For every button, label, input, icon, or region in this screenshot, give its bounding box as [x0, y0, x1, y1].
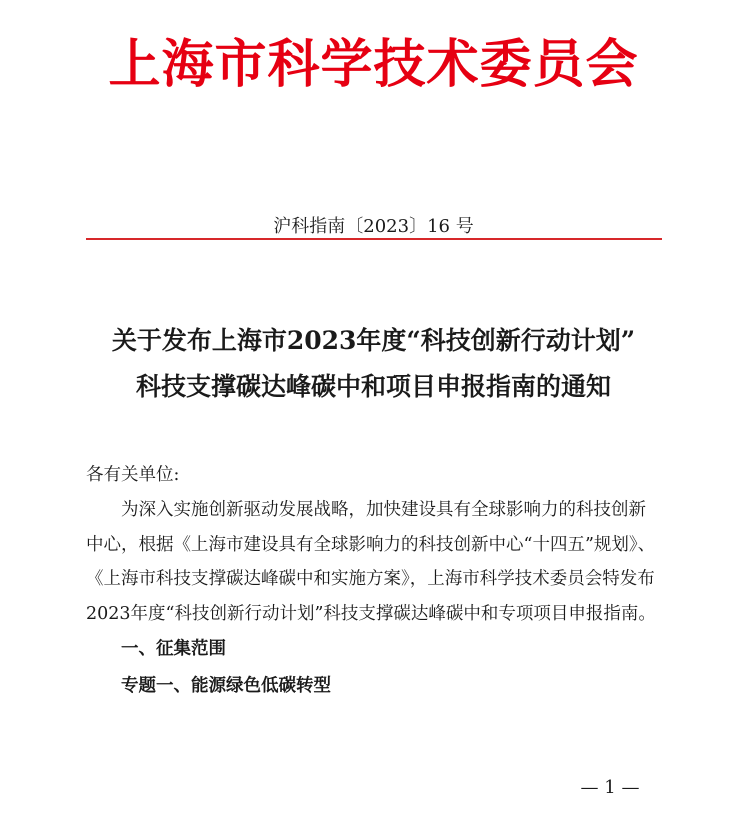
- page-number: — 1 —: [580, 777, 640, 798]
- title-line-2: 科技支撑碳达峰碳中和项目申报指南的通知: [135, 372, 611, 401]
- subsection-heading: 专题一、能源绿色低碳转型: [121, 675, 331, 696]
- salutation: 各有关单位:: [86, 465, 180, 485]
- agency-masthead: 上海市科学技术委员会: [108, 34, 639, 95]
- section-heading: 一、征集范围: [121, 638, 226, 659]
- body-paragraph: 为深入实施创新驱动发展战略，加快建设具有全球影响力的科技创新中心，根据《上海市建设具有全球影响力的科技创新中心“十四五”规划》、《上海市科技支撑碳达峰碳中和实施方案》，上海市科学技术委员会特发布2023年度“科技创新行动计划”科技支撑碳达峰碳中和专项项目申报指南。: [86, 499, 656, 625]
- document-number: 沪科指南〔2023〕16 号: [273, 216, 474, 237]
- title-line-1: 关于发布上海市2023年度“科技创新行动计划”: [111, 326, 636, 355]
- red-divider-line: [86, 238, 662, 240]
- notice-title: [0, 318, 747, 410]
- notice-body: [86, 458, 662, 704]
